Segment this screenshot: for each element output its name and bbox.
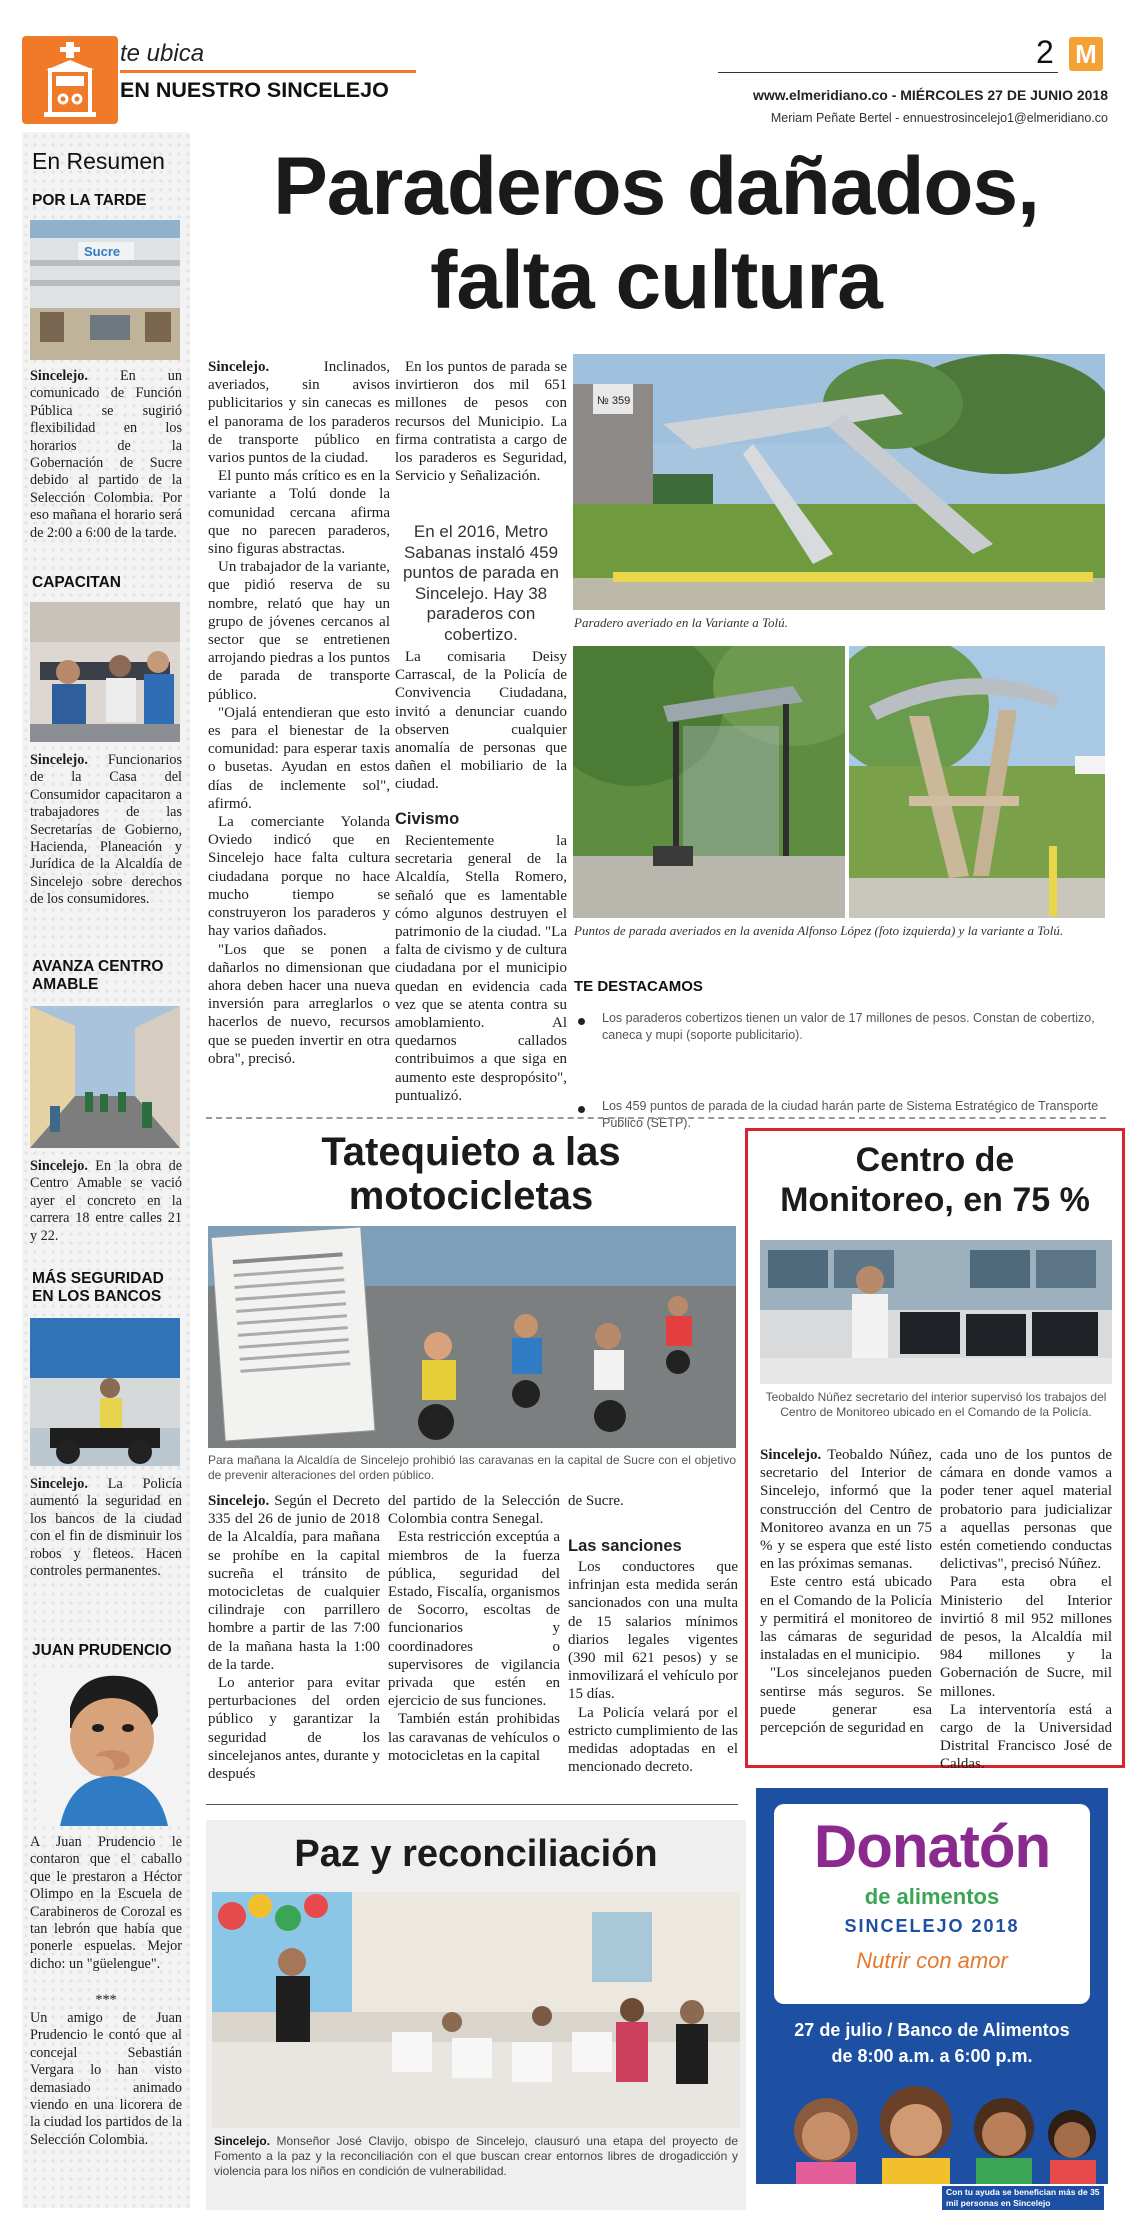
main-col1: Sincelejo. Inclinados, averiados, sin avisos publicitarios y sin canecas es el panorama de los paraderos de transporte público en varios puntos de la ciudad. El punto más crítico es en la variante a Tolú donde la comunidad cercana afirma que no parecen paraderos, sino figuras abstractas. Un trabajador de la variante, que pidió reserva de su nombre, relató que hay un grupo de jóvenes cercanos al sector que se entretienen arrojando piedras a los puntos de parada de transporte público. "Ojalá entendieran que esto es para el bienestar de la comunidad: para esperar taxis o busetas. Ayudan en estos días de inclemente sol", afirmó. La comerciante Yolanda Oviedo indicó que en Sincelejo hace falta cultura ciudadana porque no hace mucho tiempo se construyeron los paraderos y hay varios dañados. "Los que se ponen a dañarlos no dimensionan que ahora deben hacer una nueva inversión para arreglarlos o hacerlos de nuevo, recursos que se pueden invertir en otra obra", precisó. <box>208 359 390 1067</box>
centro-title-line2: Monitoreo, en 75 % <box>780 1181 1090 1219</box>
sidebar-text-seguridad-bancos: Sincelejo. La Policía aumentó la seguridad en los bancos de la ciudad con el fin de disminuir los robos y fleteos. Hacen controles permanentes. <box>30 1476 182 1580</box>
sanciones-heading: Las sanciones <box>568 1537 682 1555</box>
paz-title: Paz y reconciliación <box>294 1833 658 1875</box>
ad-date-place: 27 de julio / Banco de Alimentos <box>794 2020 1070 2040</box>
civismo-heading: Civismo <box>395 810 460 828</box>
section-logo <box>22 36 118 124</box>
sidebar-heading-seguridad-bancos: MÁS SEGURIDAD EN LOS BANCOS <box>32 1270 164 1305</box>
site-date: www.elmeridiano.co - MIÉRCOLES 27 DE JUNIO 2018 <box>752 87 1108 103</box>
main-headline <box>196 140 1116 328</box>
ad-footer: Con tu ayuda se benefician más de 35 mil personas en Sincelejo <box>942 2186 1104 2210</box>
photo-paradero-alfonso-lopez <box>573 646 845 918</box>
photo-motorcycles <box>208 1226 736 1448</box>
brand-letter: M <box>1075 39 1097 69</box>
photo-paradero-variante <box>573 354 1105 610</box>
bullet-icon <box>578 1018 585 1025</box>
juan-prudencio-cartoon <box>40 1668 180 1826</box>
sidebar-title: En Resumen <box>32 148 165 174</box>
tatequieto-col3-b: Los conductores que infrinjan esta medida serán sancionados con una multa de 15 salarios mínimos diarios legales vigentes (390 mil 621 pesos) y se inmovilizará el vehículo por 15 días. La Policía velará por el estricto cumplimiento de las medidas adoptadas en el mencionado decreto. <box>568 1559 738 1776</box>
sidebar-stars: *** <box>95 1992 117 2008</box>
sidebar-text-juan-prudencio-1: A Juan Prudencio le contaron que el caballo que le prestaron a Héctor Olimpo en la Escuela de Carabineros de Corozal es tan lebrón que había que ponerle espuelas. Mejor dicho: un "güelengue". <box>30 1834 182 1972</box>
paz-caption: Sincelejo. Monseñor José Clavijo, obispo de Sincelejo, clausuró una etapa del proyecto de Fomento a la paz y la reconciliación con el que buscan crear entornos libres de drogadicción y violencia para los niños en condición de vulnerabilidad. <box>214 2134 738 2178</box>
photo1-caption: Paradero averiado en la Variante a Tolú. <box>574 615 788 630</box>
sidebar-photo-centro-amable <box>30 1006 180 1148</box>
sidebar-text-centro-amable: Sincelejo. En la obra de Centro Amable se vació ayer el concreto en la carrera 18 entre calles 21 y 22. <box>30 1158 182 1244</box>
bullet-icon <box>578 1106 585 1113</box>
section-divider <box>206 1117 1106 1119</box>
section-small-title: te ubica <box>120 40 205 67</box>
centro-col1: Sincelejo. Teobaldo Núñez, secretario del Interior de Sincelejo, informó que la construcción del Centro de Monitoreo avanza en un 75 % y se espera que esté listo en las próximas semanas. Este centro está ubicado en el Comando de la Policía y permitirá el monitoreo de las cámaras de seguridad instaladas en el municipio. "Los sincelejanos pueden sentirse más seguros. Se puede generar esa percepción de seguridad en <box>760 1447 932 1737</box>
section-rule <box>120 70 416 73</box>
sidebar-heading-por-la-tarde: POR LA TARDE <box>32 192 147 209</box>
main-col2-mid: La comisaria Deisy Carrascal, de la Policía de Convivencia Ciudadana, invitó a denunciar cuando observen cualquier anomalía de personas que dañen el mobiliario de la ciudad. <box>395 649 567 793</box>
ad-donaton[interactable] <box>756 1788 1108 2210</box>
sidebar-photo-policia-bancos <box>30 1318 180 1466</box>
centro-caption: Teobaldo Núñez secretario del interior supervisó los trabajos del Centro de Monitoreo ubicado en el Comando de la Policía. <box>765 1390 1107 1419</box>
centro-col2: cada uno de los puntos de cámara en donde vamos a poder tener aquel material probatorio para judicializar a aquellas personas que estén cometiendo conductas delictivas", precisó Núñez. Para esta obra el Ministerio del Interior invirtió 8 mil 952 millones de pesos, la Alcaldía mil 984 millones y la Gobernación de Sucre, mil millones. La interventoría está a cargo de la Universidad Distrital Francisco José de Caldas. <box>940 1447 1112 1773</box>
sidebar-text-capacitan: Sincelejo. Funcionarios de la Casa del Consumidor capacitaron a trabajadores de las Secretarías de Gobierno, Hacienda, Planeación y Jurídica de la Alcaldía de Sincelejo sobre derechos de los consumidores. <box>30 752 182 908</box>
centro-title-line1: Centro de <box>855 1141 1015 1179</box>
ad-slogan: Nutrir con amor <box>856 1948 1008 1973</box>
photos23-caption: Puntos de parada averiados en la avenida Alfonso López (foto izquierda) y la variante a Tolú. <box>574 923 1064 938</box>
ad-brand: Donatón <box>813 1813 1051 1880</box>
sidebar-text-por-la-tarde: Sincelejo. En un comunicado de Función Pública se sugirió flexibilidad en los horarios de la Gobernación de Sucre debido al partido de la Selección Colombia. Por eso mañana el horario será de 2:00 a 6:00 de la tarde. <box>30 368 182 541</box>
centro-title <box>752 1140 1118 1220</box>
header-rule <box>718 72 1058 73</box>
ad-hours: de 8:00 a.m. a 6:00 p.m. <box>831 2046 1033 2066</box>
page-number: 2 <box>1036 34 1054 70</box>
sidebar-heading-centro-amable: AVANZA CENTRO AMABLE <box>32 958 164 993</box>
sidebar-text-juan-prudencio-2: Un amigo de Juan Prudencio le contó que al concejal Sebastián Vergara lo han visto demasiado animado viendo en una licorera de la ciudad los partidos de la Selección Colombia. <box>30 2010 182 2148</box>
photo-paz-clausura <box>212 1892 740 2128</box>
sidebar-heading-juan-prudencio: JUAN PRUDENCIO <box>32 1642 172 1659</box>
destacamos-heading: TE DESTACAMOS <box>574 978 703 995</box>
destacamos-item: Los paraderos cobertizos tienen un valor de 17 millones de pesos. Constan de cobertizo, caneca y mupi (soporte publicitario). <box>574 1010 1106 1044</box>
paradero-sign: № 359 <box>597 395 631 407</box>
tatequieto-col2: del partido de la Selección Colombia contra Senegal. Esta restricción exceptúa a miembros de la fuerza pública, seguridad del Estado, Fiscalía, organismos de Socorro, escoltas de funcionarios y coordinadores o supervisores de vigilancia privada que estén en ejercicio de sus funciones. También están prohibidas las caravanas de vehículos o motocicletas en la capital <box>388 1493 560 1764</box>
destacamos-item: Los 459 puntos de parada de la ciudad harán parte de Sistema Estratégico de Transporte Público (SETP). <box>574 1098 1106 1132</box>
pull-quote: En el 2016, Metro Sabanas instaló 459 puntos de parada en Sincelejo. Hay 38 paraderos con cobertizo. <box>403 522 559 644</box>
sucre-sign: Sucre <box>84 244 121 259</box>
ad-city-year: SINCELEJO 2018 <box>844 1916 1020 1936</box>
main-headline-line2: falta cultura <box>430 235 882 326</box>
tatequieto-caption: Para mañana la Alcaldía de Sincelejo prohibió las caravanas en la capital de Sucre con el objetivo de prevenir alteraciones del orden público. <box>208 1453 736 1482</box>
tatequieto-col1: Sincelejo. Según el Decreto 335 del 26 de junio de 2018 de la Alcaldía, para mañana se prohíbe en la capital sucreña el tránsito de motocicletas de cualquier cilindraje con parrillero hombre a partir de las 7:00 de la mañana hasta la 1:00 de la tarde. Lo anterior para evitar perturbaciones del orden público y garantizar la seguridad de los sincelejanos antes, durante y después <box>208 1493 380 1783</box>
main-headline-line1: Paraderos dañados, <box>273 141 1039 232</box>
photo-centro-monitoreo <box>760 1240 1112 1384</box>
section-big-title: EN NUESTRO SINCELEJO <box>120 78 389 102</box>
ad-children-illustration <box>756 2078 1108 2188</box>
main-col2-bottom: Recientemente la secretaria general de la Alcaldía, Stella Romero, señaló que es lamentable cómo algunos destruyen el patrimonio de la ciudad. "La falta de civismo y de cultura ciudadana por el municipio quedan en evidencia cada vez que se atenta contra su amoblamiento. Al quedarnos callados contribuimos a que siga en aumento este despropósito", puntualizó. <box>395 833 567 1104</box>
tatequieto-title <box>206 1130 736 1218</box>
sidebar-photo-capacitan <box>30 602 180 742</box>
photo-paradero-variante-2 <box>849 646 1105 918</box>
ad-subtitle: de alimentos <box>864 1884 1000 1909</box>
church-icon <box>22 36 118 124</box>
main-col2: En los puntos de parada se invirtieron dos mil 651 millones de pesos con recursos del Municipio. La firma contratista a cargo de los paraderos es Seguridad, Servicio y Señalización. <box>395 359 567 485</box>
tatequieto-title-line1: Tatequieto a las <box>321 1130 621 1174</box>
section-divider-lower <box>206 1804 738 1805</box>
tatequieto-col3: de Sucre. <box>568 1493 624 1509</box>
brand-badge <box>1069 37 1103 71</box>
sidebar-heading-capacitan: CAPACITAN <box>32 574 121 591</box>
tatequieto-title-line2: motocicletas <box>348 1174 594 1218</box>
author-email: Meriam Peñate Bertel - ennuestrosincelejo1@elmeridiano.co <box>770 111 1108 125</box>
sidebar-photo-sucre-building <box>30 220 180 360</box>
